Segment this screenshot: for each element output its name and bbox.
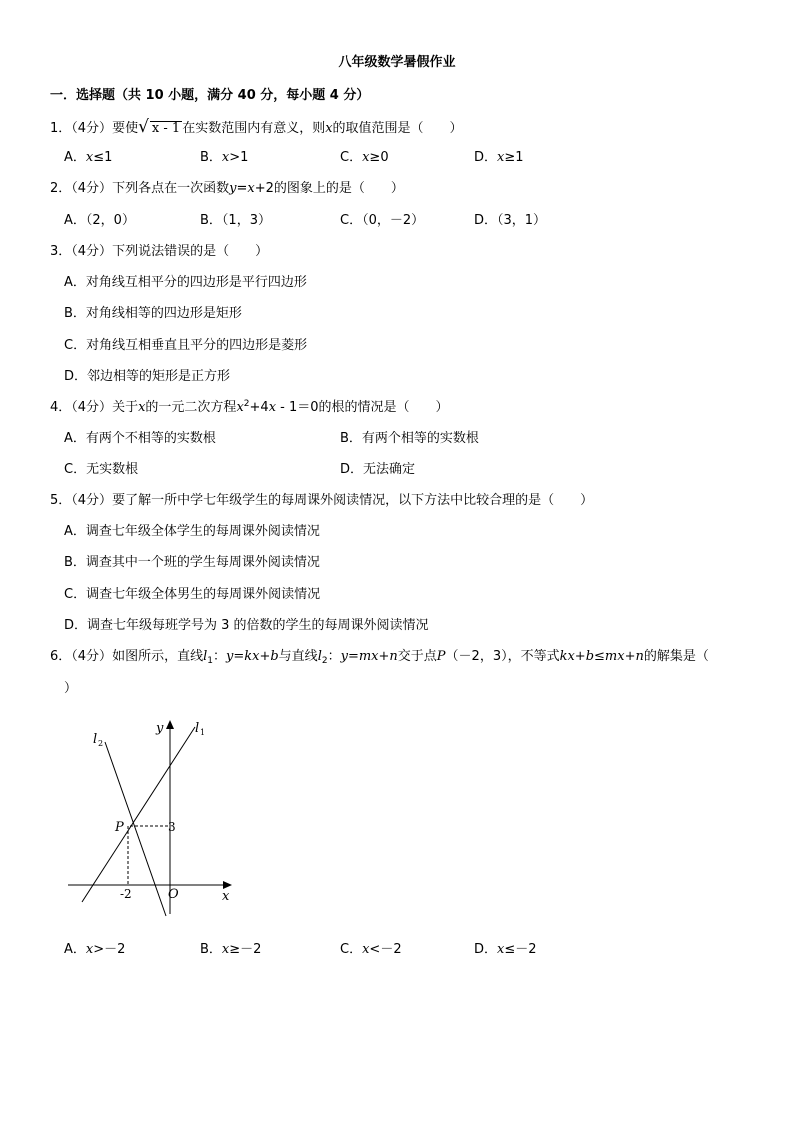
- point-name: P: [436, 649, 446, 664]
- variable: x: [221, 150, 230, 165]
- doc-title: 八年级数学暑假作业: [338, 55, 456, 70]
- q1-option-b[interactable]: [200, 150, 248, 166]
- stem-text: 要使: [112, 121, 139, 136]
- line-name: l: [317, 649, 322, 664]
- option-text: >1: [229, 150, 249, 165]
- q1-option-d[interactable]: [474, 150, 524, 166]
- q2-option-c[interactable]: [340, 213, 424, 229]
- question-number: 3．: [50, 244, 72, 259]
- question-number: 6．: [50, 649, 72, 664]
- q5-option-d[interactable]: [64, 618, 429, 634]
- stem-text: 的一元二次方程: [145, 400, 237, 415]
- option-text: （3，1）: [497, 213, 547, 228]
- stem-text: 与直线: [278, 649, 318, 664]
- option-label: C．: [340, 942, 363, 957]
- question-score: （4分）: [71, 121, 113, 136]
- q4-option-a[interactable]: [64, 431, 216, 447]
- question-2-stem: [50, 181, 404, 197]
- variable: x: [221, 942, 230, 957]
- option-text: 调查七年级每班学号为 3 的倍数的学生的每周课外阅读情况: [87, 618, 429, 633]
- q2-option-a[interactable]: [64, 213, 135, 229]
- option-text: ≥1: [504, 150, 524, 165]
- stem-text: 下列说法错误的是（ ）: [112, 244, 269, 259]
- l1-label: l: [195, 721, 200, 736]
- option-label: A．: [64, 275, 86, 290]
- question-score: （4分）: [71, 493, 113, 508]
- formula-text: +2: [254, 181, 274, 196]
- question-number: 4．: [50, 400, 72, 415]
- option-label: A．: [64, 431, 86, 446]
- formula-text: y=mx+n: [340, 649, 398, 664]
- colon: ：: [212, 649, 226, 664]
- colon: ：: [327, 649, 341, 664]
- option-text: 对角线互相平分的四边形是平行四边形: [85, 275, 307, 290]
- stem-text: 交于点: [397, 649, 437, 664]
- q3-option-d[interactable]: [64, 369, 230, 385]
- question-1-stem: [50, 119, 463, 137]
- q6-option-c[interactable]: [340, 942, 402, 958]
- variable: x: [362, 150, 370, 165]
- q6-option-b[interactable]: [200, 942, 261, 958]
- q3-option-b[interactable]: [64, 306, 242, 322]
- variable: x: [362, 942, 370, 957]
- sqrt-symbol: √: [138, 117, 149, 137]
- option-label: A．: [64, 942, 86, 957]
- variable: x: [138, 400, 146, 415]
- stem-text: 下列各点在一次函数: [112, 181, 230, 196]
- option-text: 有两个相等的实数根: [361, 431, 479, 446]
- question-5-stem: [50, 493, 593, 509]
- q6-option-d[interactable]: [474, 942, 537, 958]
- option-text: ≥－2: [229, 942, 262, 957]
- option-label: D．: [64, 369, 88, 384]
- variable: x: [325, 121, 333, 136]
- option-text: ≤1: [93, 150, 113, 165]
- option-label: B．: [200, 150, 222, 165]
- l2-label-sub: 2: [98, 739, 104, 748]
- option-label: D．: [64, 618, 88, 633]
- q5-option-a[interactable]: [64, 524, 320, 540]
- option-label: B．: [200, 213, 222, 228]
- x-axis-label: x: [222, 889, 230, 904]
- option-label: C．: [64, 462, 87, 477]
- option-text: （2，0）: [85, 213, 135, 228]
- stem-text: 要了解一所中学七年级学生的每周课外阅读情况，以下方法中比较合理的是（ ）: [112, 493, 594, 508]
- formula-text: kx+b≤mx+n: [559, 649, 644, 664]
- stem-text: 如图所示，直线: [112, 649, 204, 664]
- q5-option-c[interactable]: [64, 587, 320, 603]
- formula-text: - 1＝0: [276, 400, 319, 415]
- x-axis-arrow: [223, 881, 232, 889]
- variable: x: [497, 150, 505, 165]
- section-heading: 一．选择题（共 10 小题，满分 40 分，每小题 4 分）: [50, 88, 370, 103]
- q4-option-b[interactable]: [340, 431, 479, 447]
- formula-text: y=kx+b: [226, 649, 279, 664]
- variable: x: [85, 942, 94, 957]
- option-text: 调查七年级全体男生的每周课外阅读情况: [86, 587, 321, 602]
- line-l1: [82, 727, 195, 902]
- subscript: 1: [207, 656, 213, 666]
- question-6-close-paren: ）: [64, 681, 78, 696]
- question-6-stem: [50, 649, 709, 665]
- option-label: B．: [64, 306, 86, 321]
- point-p-label: P: [115, 820, 124, 835]
- q2-option-b[interactable]: [200, 213, 271, 229]
- option-label: D．: [474, 942, 498, 957]
- question-score: （4分）: [71, 649, 113, 664]
- stem-text: （－2，3），不等式: [445, 649, 560, 664]
- question-score: （4分）: [71, 181, 113, 196]
- option-label: A．: [64, 524, 86, 539]
- variable: x: [497, 942, 505, 957]
- variable: x: [236, 400, 244, 415]
- radicand: x - 1: [151, 121, 181, 136]
- stem-text: 的图象上的是（ ）: [273, 181, 404, 196]
- stem-text: 的解集是（: [643, 649, 709, 664]
- q6-option-a[interactable]: [64, 942, 125, 958]
- l2-label: l: [93, 732, 98, 747]
- option-label: C．: [340, 213, 363, 228]
- question-3-stem: [50, 244, 268, 260]
- formula-text: +4: [249, 400, 269, 415]
- option-text: 邻边相等的矩形是正方形: [87, 369, 231, 384]
- question-score: （4分）: [71, 400, 113, 415]
- question-score: （4分）: [71, 244, 113, 259]
- q3-option-c[interactable]: [64, 338, 307, 354]
- option-text: ≤－2: [504, 942, 537, 957]
- option-text: 对角线互相垂直且平分的四边形是菱形: [86, 338, 308, 353]
- option-label: B．: [64, 555, 86, 570]
- l1-label-sub: 1: [200, 728, 206, 737]
- question-4-stem: [50, 400, 449, 416]
- stem-text: 在实数范围内有意义，则: [182, 121, 326, 136]
- q2-option-d[interactable]: [474, 213, 546, 229]
- option-label: A．: [64, 150, 86, 165]
- q4-option-d[interactable]: [340, 462, 415, 478]
- option-text: 调查七年级全体学生的每周课外阅读情况: [85, 524, 320, 539]
- q4-option-c[interactable]: [64, 462, 138, 478]
- stem-text: 关于: [112, 400, 139, 415]
- question-number: 5．: [50, 493, 72, 508]
- q5-option-b[interactable]: [64, 555, 320, 571]
- option-text: （0，－2）: [362, 213, 425, 228]
- option-label: B．: [200, 942, 222, 957]
- option-text: <－2: [369, 942, 402, 957]
- coordinate-figure: [60, 712, 240, 922]
- option-text: 无法确定: [363, 462, 416, 477]
- q3-option-a[interactable]: [64, 275, 307, 291]
- option-label: B．: [340, 431, 362, 446]
- y-axis-arrow: [166, 720, 174, 729]
- variable: x: [85, 150, 94, 165]
- option-text: 无实数根: [86, 462, 139, 477]
- option-label: A．: [64, 213, 86, 228]
- stem-text: 的根的情况是（ ）: [318, 400, 449, 415]
- option-text: （1，3）: [221, 213, 271, 228]
- option-text: 对角线相等的四边形是矩形: [85, 306, 242, 321]
- option-label: C．: [340, 150, 363, 165]
- equals-sign: =: [236, 181, 248, 196]
- subscript: 2: [321, 656, 328, 666]
- question-number: 1．: [50, 121, 72, 136]
- option-label: D．: [474, 213, 498, 228]
- variable: x: [268, 400, 277, 415]
- x-tick-neg2-label: -2: [120, 887, 132, 901]
- option-label: C．: [64, 587, 87, 602]
- exponent: 2: [243, 399, 250, 409]
- option-label: C．: [64, 338, 87, 353]
- y-axis-label: y: [156, 721, 164, 736]
- stem-text: 的取值范围是（ ）: [332, 121, 463, 136]
- option-text: ≥0: [369, 150, 389, 165]
- option-label: D．: [474, 150, 498, 165]
- option-text: 调查其中一个班的学生每周课外阅读情况: [85, 555, 320, 570]
- q1-option-a[interactable]: [64, 150, 112, 166]
- option-text: >－2: [93, 942, 126, 957]
- variable: x: [247, 181, 255, 196]
- option-label: D．: [340, 462, 364, 477]
- question-number: 2．: [50, 181, 72, 196]
- variable: y: [229, 181, 237, 196]
- line-name: l: [203, 649, 208, 664]
- y-tick-3-label: 3: [168, 820, 176, 834]
- q1-option-c[interactable]: [340, 150, 389, 166]
- origin-label: O: [168, 887, 179, 902]
- option-text: 有两个不相等的实数根: [85, 431, 216, 446]
